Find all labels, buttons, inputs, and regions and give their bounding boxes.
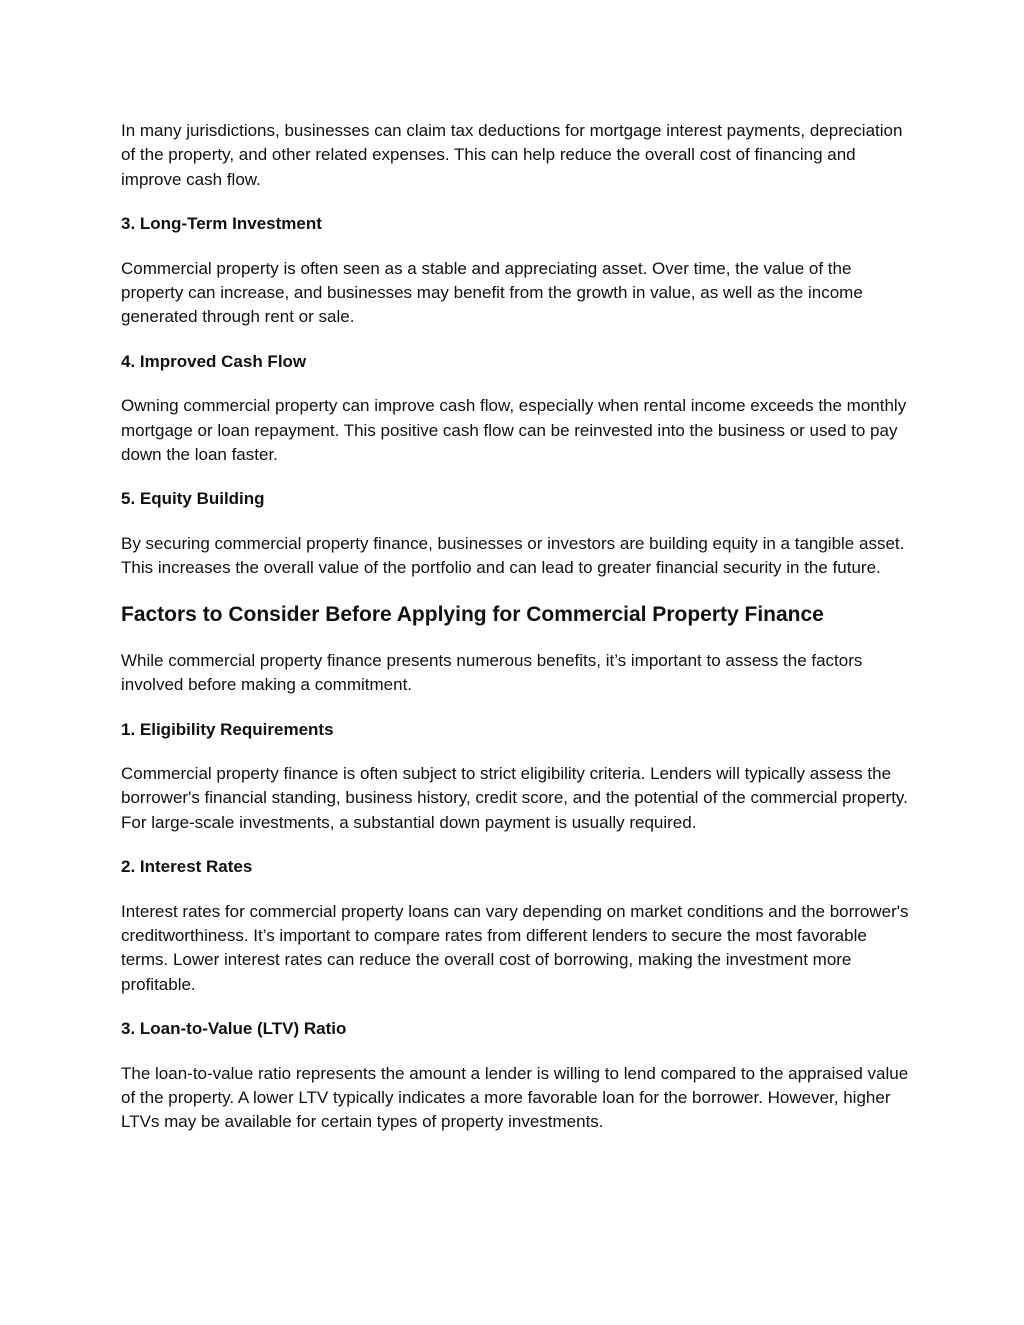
paragraph-loan-to-value-ratio: The loan-to-value ratio represents the amount a lender is willing to lend compared to the appraised value of the property. A lower LTV typically indicates a more favorable loan for the borrower. However, higher LTVs may be available for certain types of property investments. [121, 1063, 909, 1132]
paragraph-eligibility-requirements: Commercial property finance is often subject to strict eligibility criteria. Lenders will typically assess the borrower's financial standing, business history, credit score, and the potential of the commercial property. For large-scale investments, a substantial down payment is usually required. [121, 763, 908, 832]
paragraph-improved-cash-flow: Owning commercial property can improve cash flow, especially when rental income exceeds the monthly mortgage or loan repayment. This positive cash flow can be reinvested into the business or used to pay down the loan faster. [121, 396, 907, 465]
heading-long-term-investment: 3. Long-Term Investment [121, 214, 322, 234]
heading-improved-cash-flow: 4. Improved Cash Flow [121, 351, 307, 371]
section-heading-factors: Factors to Consider Before Applying for Commercial Property Finance [121, 602, 824, 626]
paragraph-tax-deductions: In many jurisdictions, businesses can claim tax deductions for mortgage interest payments, depreciation of the property, and other related expenses. This can help reduce the overall cost of financing and improve cash flow. [121, 121, 903, 189]
heading-interest-rates: 2. Interest Rates [121, 857, 253, 877]
paragraph-equity-building: By securing commercial property finance, businesses or investors are building equity in a tangible asset. This increases the overall value of the portfolio and can lead to greater financial security in the future. [121, 533, 905, 578]
heading-equity-building: 5. Equity Building [121, 489, 265, 509]
heading-loan-to-value-ratio: 3. Loan-to-Value (LTV) Ratio [121, 1019, 347, 1039]
paragraph-factors-intro: While commercial property finance presents numerous benefits, it’s important to assess the factors involved before making a commitment. [121, 650, 863, 695]
heading-eligibility-requirements: 1. Eligibility Requirements [121, 719, 334, 739]
paragraph-long-term-investment: Commercial property is often seen as a stable and appreciating asset. Over time, the value of the property can increase, and businesses may benefit from the growth in value, as well as the income generated through rent or sale. [121, 258, 863, 327]
paragraph-interest-rates: Interest rates for commercial property loans can vary depending on market conditions and the borrower's creditworthiness. It’s important to compare rates from different lenders to secure the most favorable terms. Lower interest rates can reduce the overall cost of borrowing, making the investment more profitable. [121, 901, 909, 994]
document-body [121, 119, 911, 1155]
